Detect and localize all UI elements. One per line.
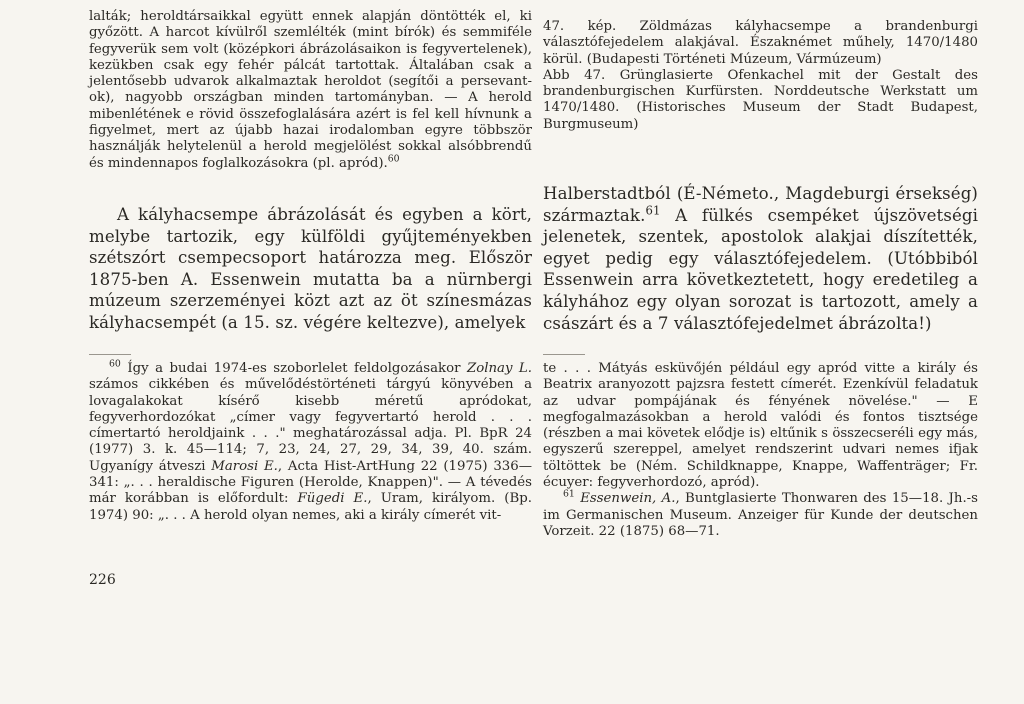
footnote-author: Zolnay L. (466, 361, 532, 376)
footnote-61: $^{61}$ Essenwein, A., Buntglasierte Thonwaren des 15—18. Jh.-s im Germanischen Museum. Anzeiger für Kunde der deutschen Vorzeit. 22 (1875) 68—71. (543, 488, 978, 539)
right-main-text-b: A fülkés csempéket újszövetségi jelenetek, szentek, apostolok alakjai díszítették, egyet pedig egy választófejedelem. (Utóbbiból Essenwein arra következtetett, hogy eredetileg a kályhához egy olyan sorozat is tartozott, amely a császárt és a 7 választófejedelmet ábrázolta!) (543, 205, 978, 333)
figure-caption (543, 19, 978, 133)
footnote-ref-61: 61 (645, 203, 661, 218)
caption-german: Abb 47. Grünglasierte Ofenkachel mit der Gestalt des brandenburgischen Kurfürsten. Norddeutsche Werkstatt um 1470/1480. (Historisches Museum der Stadt Budapest, Burgmuseum) (543, 67, 978, 132)
right-main-paragraph (543, 183, 978, 334)
left-top-text: lalták; heroldtársaikkal együtt ennek alapján döntötték el, ki győzött. A harcot kívülről szemlélték (mint bírók) és semmiféle fegyverük sem volt (középkori ábrázolásaikon is fegyvertelenek), kezükben csak egy fehér pálcát tartottak. Általában csak a jelentősebb udvarok alkalmaztak heroldot (segítői a persevant-ok), nagyobb országban minden tartományban. — A herold mibenlétének e rövid összefoglalására azért is fel kell hívnunk a figyelmet, mert az újabb hazai irodalomban egyre többször használják helytelenül a herold megjelölést sokkal alsóbbrendű és mindennapos foglalkozásokra (pl. apród). (89, 9, 532, 171)
footnote-author: Marosi E. (211, 458, 278, 474)
footnote-61-number: 61 (563, 488, 575, 500)
caption-hungarian: 47. kép. Zöldmázas kályhacsempe a brandenburgi választófejedelem alakjával. Északnémet műhely, 1470/1480 körül. (Budapesti Történeti Múzeum, Vármúzeum) (543, 19, 978, 67)
left-top-paragraph (89, 9, 532, 172)
footnote-60-number: 60 (109, 358, 121, 370)
left-main-text: A kályhacsempe ábrázolását és egyben a kört, melybe tartozik, egy külföldi gyűjteményekben szétszórt csempecsoport határozza meg. Először 1875-ben A. Essenwein mutatta ba a nürnbergi múzeum szerzeményei közt azt az öt színesmázas kályhacsempét (a 15. sz. végére keltezve), amelyek (89, 205, 532, 332)
footnote-rule-left (89, 354, 131, 355)
footnote-60-continuation: te . . . Mátyás esküvőjén például egy apród vitte a király és Beatrix aranyozott pajzsra festett címerét. Ezenkívül feladatuk az udvar pompájának és fényének növelése." — E megfogalmazásokban a herold valódi és fontos tisztsége (részben a mai követek elődje is) eltűnik s összecseréli egy más, egyszerű szereppel, amelyet rendszerint udvari nemes ifjak töltöttek be (Ném. Schildknappe, Knappe, Waffenträger; Fr. écuyer: fegyverhordozó, apród). (543, 361, 978, 491)
footnote-right (543, 361, 978, 540)
footnote-rule-right (543, 354, 585, 355)
left-main-paragraph (89, 204, 532, 334)
footnote-60: $^{60}$ Így a budai 1974-es szoborlelet feldolgozásakor Zolnay L. számos cikkében és művelődéstörténeti tárgyú könyvében a lovagalakokat kísérő kisebb méretű apródokat, fegyverhordozókat „címer vagy fegyvertartó herold . . . címertartó heroldjaink . . ." meghatározással adja. Pl. BpR 24 (1977) 3. k. 45—114; 7, 23, 24, 27, 29, 34, 39, 40. szám. Ugyanígy átveszi Marosi E., Acta Hist-ArtHung 22 (1975) 336—341: „. . . heraldische Figuren (Herolde, Knappen)". — A tévedés már korábban is előfordult: Fügedi E., Uram, királyom. (Bp. 1974) 90: „. . . A herold olyan nemes, aki a király címerét vit- (89, 358, 532, 523)
footnote-ref-60: 60 (387, 153, 400, 165)
footnote-author: Essenwein, A. (580, 491, 676, 507)
footnote-author: Fügedi E. (297, 491, 368, 507)
right-main-text-a: Halberstadtból (É-Németo., Magdeburgi érsekség) származtak. (543, 184, 978, 225)
page-number: 226 (89, 572, 116, 588)
